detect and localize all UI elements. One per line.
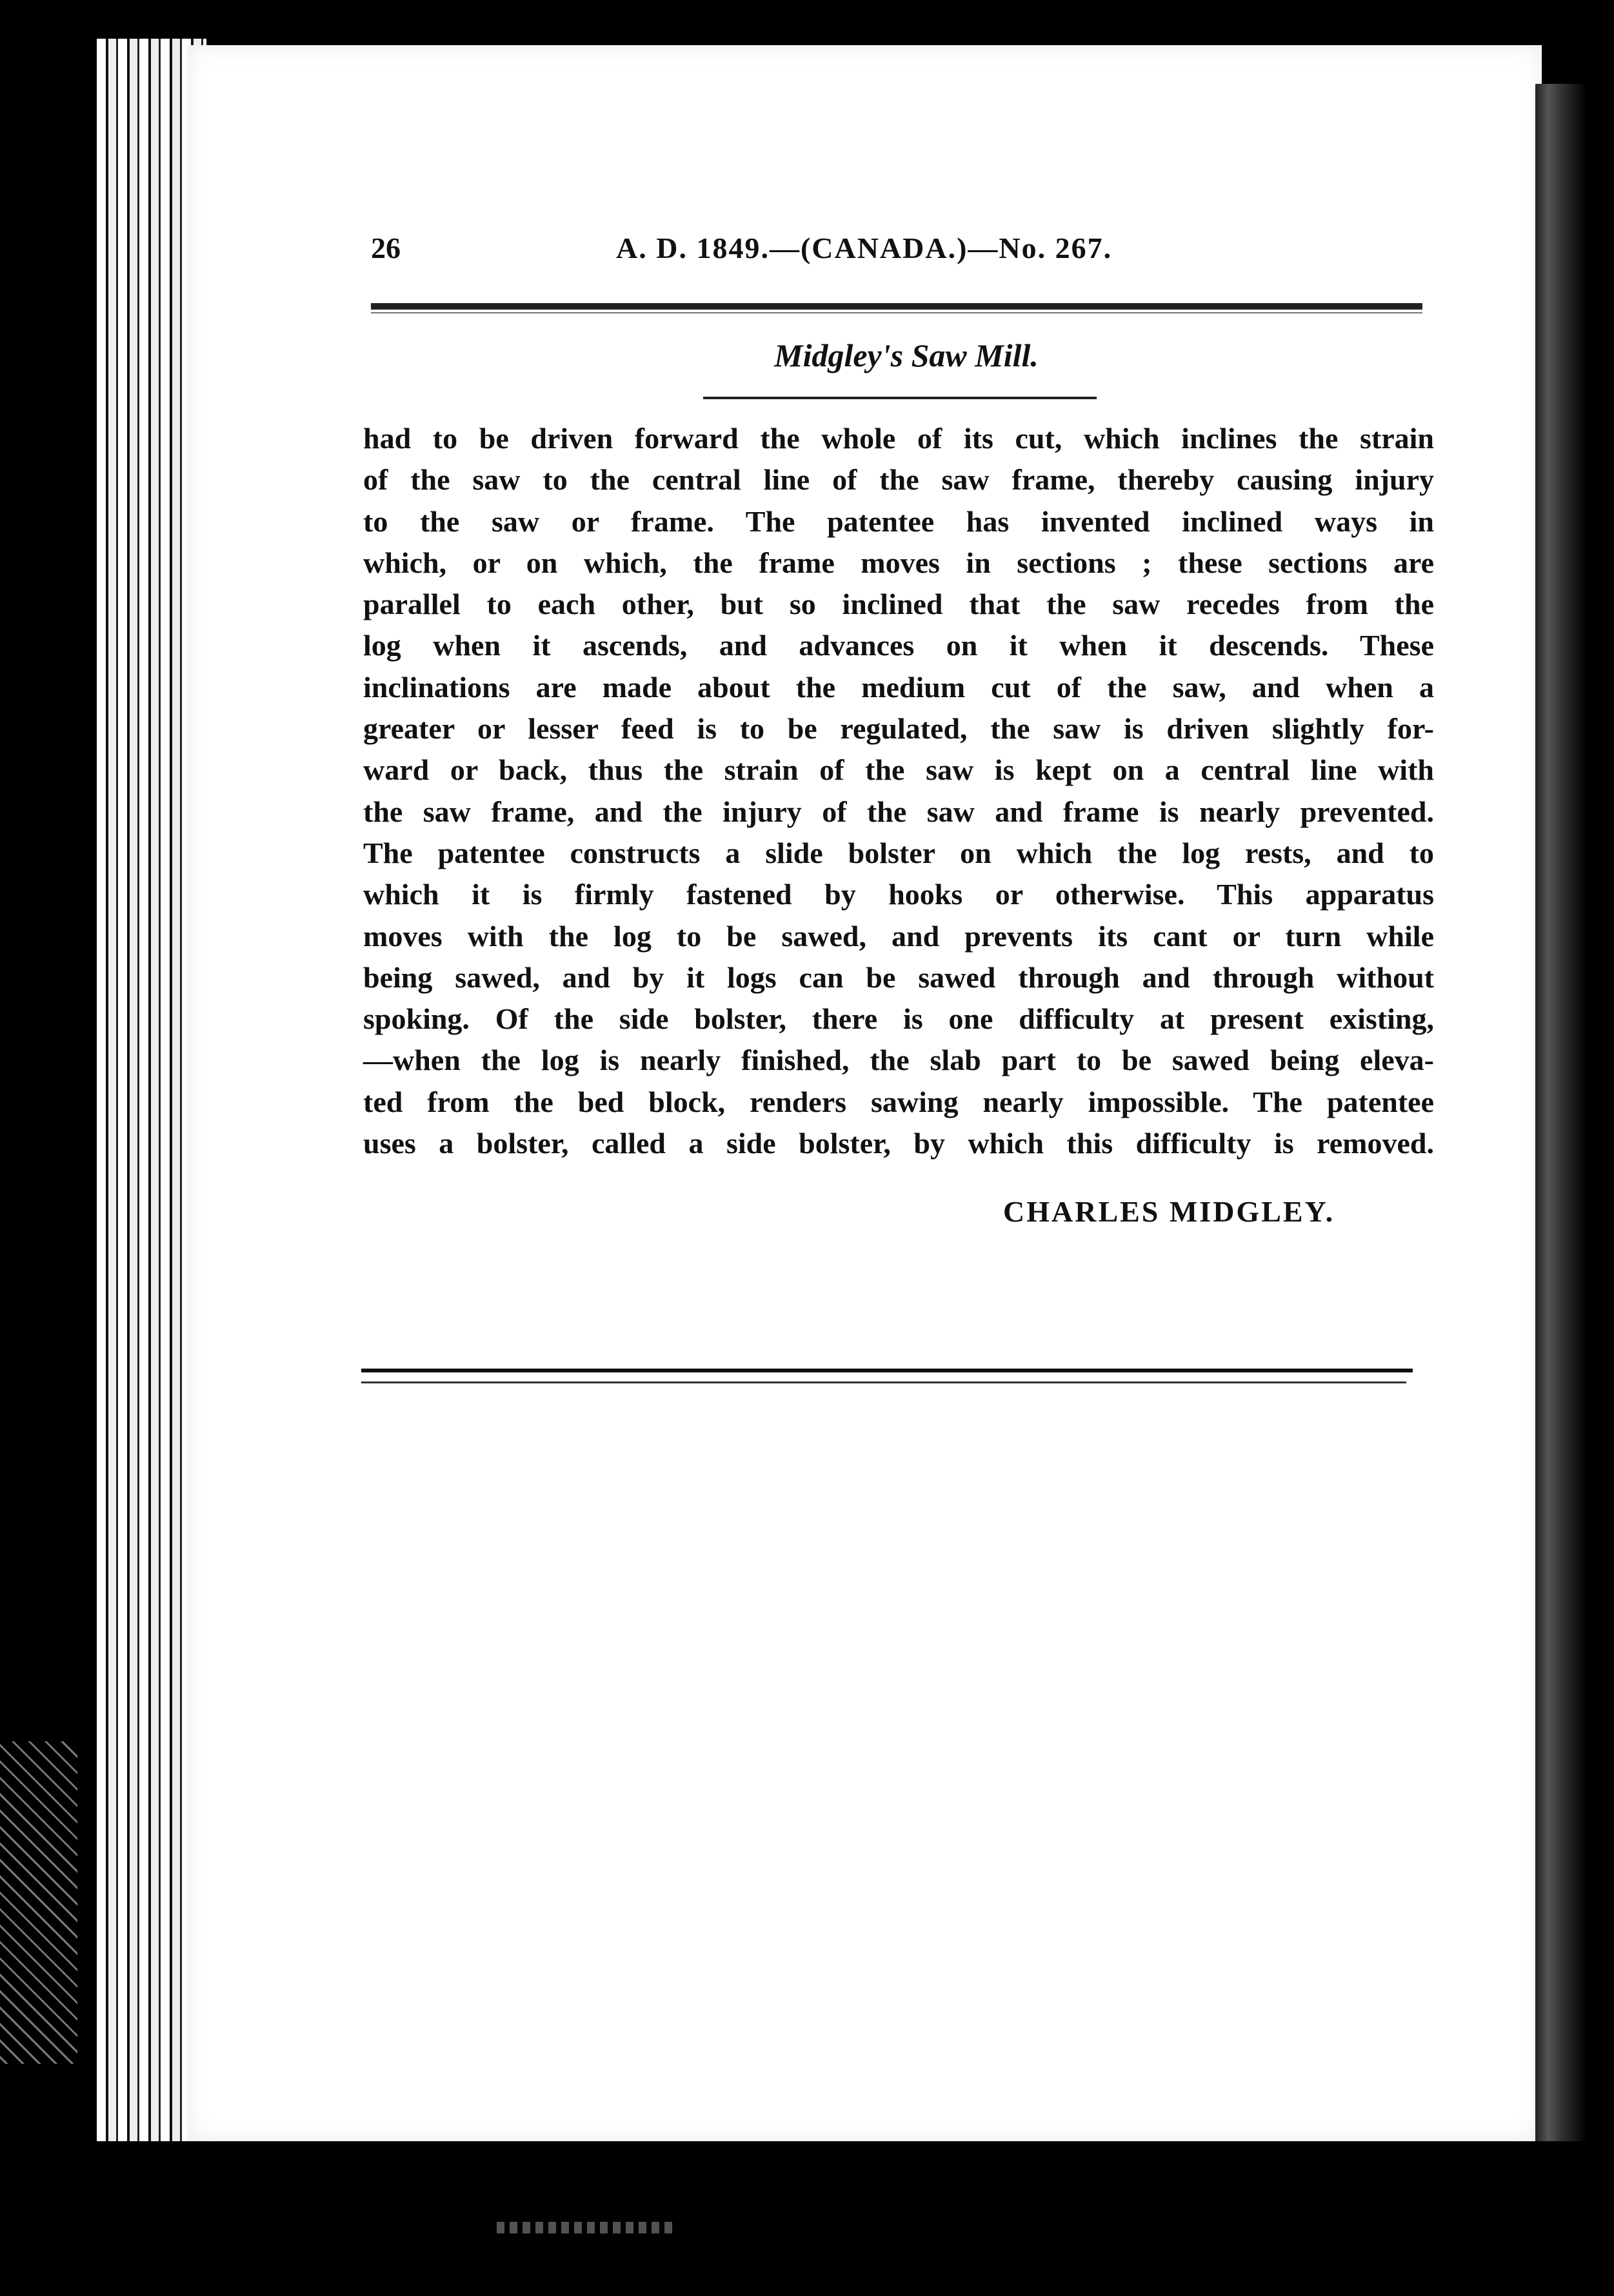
running-title: A. D. 1849.—(CANADA.)—No. 267.: [616, 232, 1113, 264]
running-header: [371, 231, 1429, 276]
body-line: moves with the log to be sawed, and prevents its cant or turn while: [363, 919, 1434, 953]
body-line: parallel to each other, but so inclined that the saw recedes from the: [363, 588, 1434, 621]
header-rule: [371, 303, 1422, 310]
body-line: which, or on which, the frame moves in sections ; these sections are: [363, 546, 1434, 579]
body-line: which it is firmly fastened by hooks or otherwise. This apparatus: [363, 878, 1434, 911]
body-line: to the saw or frame. The patentee has invented inclined ways in: [363, 504, 1434, 538]
body-line: inclinations are made about the medium cut of the saw, and when a: [363, 670, 1434, 704]
article-title: Midgley's Saw Mill.: [774, 337, 1039, 373]
body-line: The patentee constructs a slide bolster on which the log rests, and to: [363, 836, 1434, 869]
body-line: uses a bolster, called a side bolster, by which this difficulty is removed.: [363, 1127, 1434, 1160]
signature: CHARLES MIDGLEY.: [1003, 1195, 1335, 1228]
body-line: ward or back, thus the strain of the saw is kept on a central line with: [363, 753, 1434, 787]
body-line: the saw frame, and the injury of the saw and frame is nearly prevented.: [363, 795, 1434, 828]
body-line: had to be driven forward the whole of its cut, which inclines the strain: [363, 422, 1434, 455]
body-line: log when it ascends, and advances on it when it descends. These: [363, 629, 1434, 662]
body-line: ted from the bed block, renders sawing nearly impossible. The patentee: [363, 1085, 1434, 1118]
body-line: greater or lesser feed is to be regulated, the saw is driven slightly for-: [363, 712, 1434, 746]
body-line: —when the log is nearly finished, the slab part to be sawed being eleva-: [363, 1044, 1434, 1077]
article-body: [363, 418, 1434, 1164]
title-rule: [703, 397, 1097, 399]
scan-border-right: [1535, 84, 1614, 2232]
scan-border-bottom: [0, 2141, 1614, 2296]
body-line: being sawed, and by it logs can be sawed through and through without: [363, 960, 1434, 994]
closing-rule: [361, 1369, 1413, 1372]
body-line: spoking. Of the side bolster, there is one difficulty at present existing,: [363, 1002, 1434, 1036]
scan-smudge: [497, 2222, 677, 2233]
scan-noise: [0, 1741, 77, 2064]
page-number: 26: [371, 232, 401, 264]
header-rule-thin: [371, 312, 1422, 313]
body-line: of the saw to the central line of the saw frame, thereby causing injury: [363, 463, 1434, 497]
closing-rule-thin: [361, 1381, 1406, 1383]
